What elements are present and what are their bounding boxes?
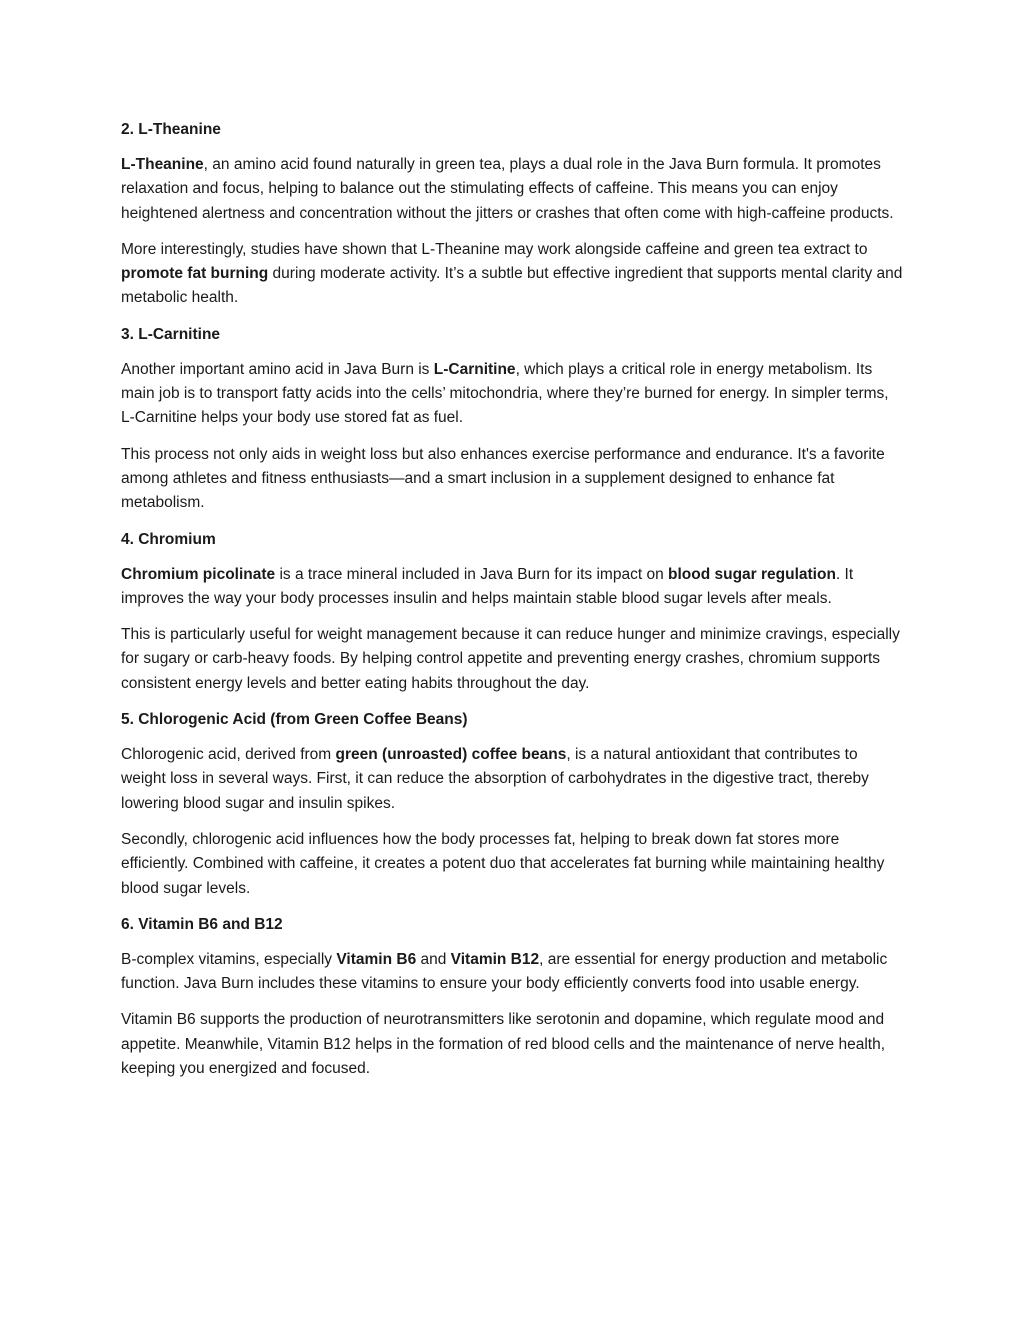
text-run: , is a natural antioxidant that contributes to weight loss in several ways. First, it can reduce the absorption of carbohydrates in the digestive tract, thereby lowering blood sugar and insulin spikes.	[121, 746, 869, 812]
document-body	[121, 118, 905, 1093]
bold-text: Chromium picolinate	[121, 565, 276, 583]
body-paragraph	[121, 443, 905, 516]
body-paragraph	[121, 358, 905, 431]
text-run: during moderate activity. It’s a subtle but effective ingredient that supports mental clarity and metabolic health.	[121, 265, 903, 307]
body-paragraph	[121, 948, 905, 997]
text-run: and	[416, 950, 451, 968]
section	[121, 323, 905, 516]
bold-text: blood sugar regulation	[668, 565, 836, 583]
text-run: , which plays a critical role in energy metabolism. Its main job is to transport fatty acids into the cells’ mitochondria, where they’re burned for energy. In simpler terms, L-Carnitine helps your body use stored fat as fuel.	[121, 360, 889, 427]
body-paragraph	[121, 743, 905, 816]
text-run: Chlorogenic acid, derived from	[121, 746, 336, 764]
text-run: . It improves the way your body processes insulin and helps maintain stable blood sugar levels after meals.	[121, 565, 854, 607]
text-run: More interestingly, studies have shown that L-Theanine may work alongside caffeine and green tea extract to	[121, 240, 868, 258]
body-paragraph	[121, 623, 905, 696]
text-run: B-complex vitamins, especially	[121, 950, 337, 968]
section-heading: 4. Chromium	[121, 530, 216, 548]
body-paragraph	[121, 1008, 905, 1081]
body-paragraph	[121, 153, 905, 226]
body-paragraph	[121, 238, 905, 311]
bold-text: promote fat burning	[121, 265, 269, 283]
text-run: Vitamin B6 supports the production of neurotransmitters like serotonin and dopamine, which regulate mood and appetite. Meanwhile, Vitamin B12 helps in the formation of red blood cells and the maintenance of nerve health, keeping you energized and focused.	[121, 1011, 885, 1078]
bold-text: Vitamin B6	[336, 950, 417, 968]
bold-text: green (unroasted) coffee beans	[335, 746, 567, 764]
body-paragraph	[121, 828, 905, 901]
text-run: Secondly, chlorogenic acid influences how the body processes fat, helping to break down fat stores more efficiently. Combined with caffeine, it creates a potent duo that accelerates fat burning while maintaining healthy blood sugar levels.	[121, 830, 885, 897]
text-run: This is particularly useful for weight management because it can reduce hunger and minimize cravings, especially for sugary or carb-heavy foods. By helping control appetite and preventing energy crashes, chromium supports consistent energy levels and better eating habits throughout the day.	[121, 626, 900, 692]
section-heading: 3. L-Carnitine	[121, 325, 221, 343]
section-heading: 5. Chlorogenic Acid (from Green Coffee Beans)	[121, 711, 468, 729]
section	[121, 708, 905, 901]
section-heading: 2. L-Theanine	[121, 121, 221, 138]
section	[121, 528, 905, 696]
section	[121, 118, 905, 311]
section-heading: 6. Vitamin B6 and B12	[121, 915, 283, 933]
bold-text: L-Theanine	[121, 156, 204, 173]
text-run: , are essential for energy production and metabolic function. Java Burn includes these vitamins to ensure your body efficiently converts food into usable energy.	[121, 950, 888, 993]
body-paragraph	[121, 563, 905, 612]
text-run: This process not only aids in weight loss but also enhances exercise performance and endurance. It's a favorite among athletes and fitness enthusiasts—and a smart inclusion in a supplement designed to enhance fat metabolism.	[121, 445, 885, 512]
section	[121, 913, 905, 1081]
bold-text: L-Carnitine	[433, 360, 516, 378]
text-run: Another important amino acid in Java Burn is	[121, 360, 434, 378]
text-run: , an amino acid found naturally in green tea, plays a dual role in the Java Burn formula. It promotes relaxation and focus, helping to balance out the stimulating effects of caffeine. This means you can enjoy heightened alertness and concentration without the jitters or crashes that often come with high-caffeine products.	[121, 156, 894, 222]
text-run: is a trace mineral included in Java Burn for its impact on	[275, 565, 668, 583]
bold-text: Vitamin B12	[450, 950, 540, 968]
